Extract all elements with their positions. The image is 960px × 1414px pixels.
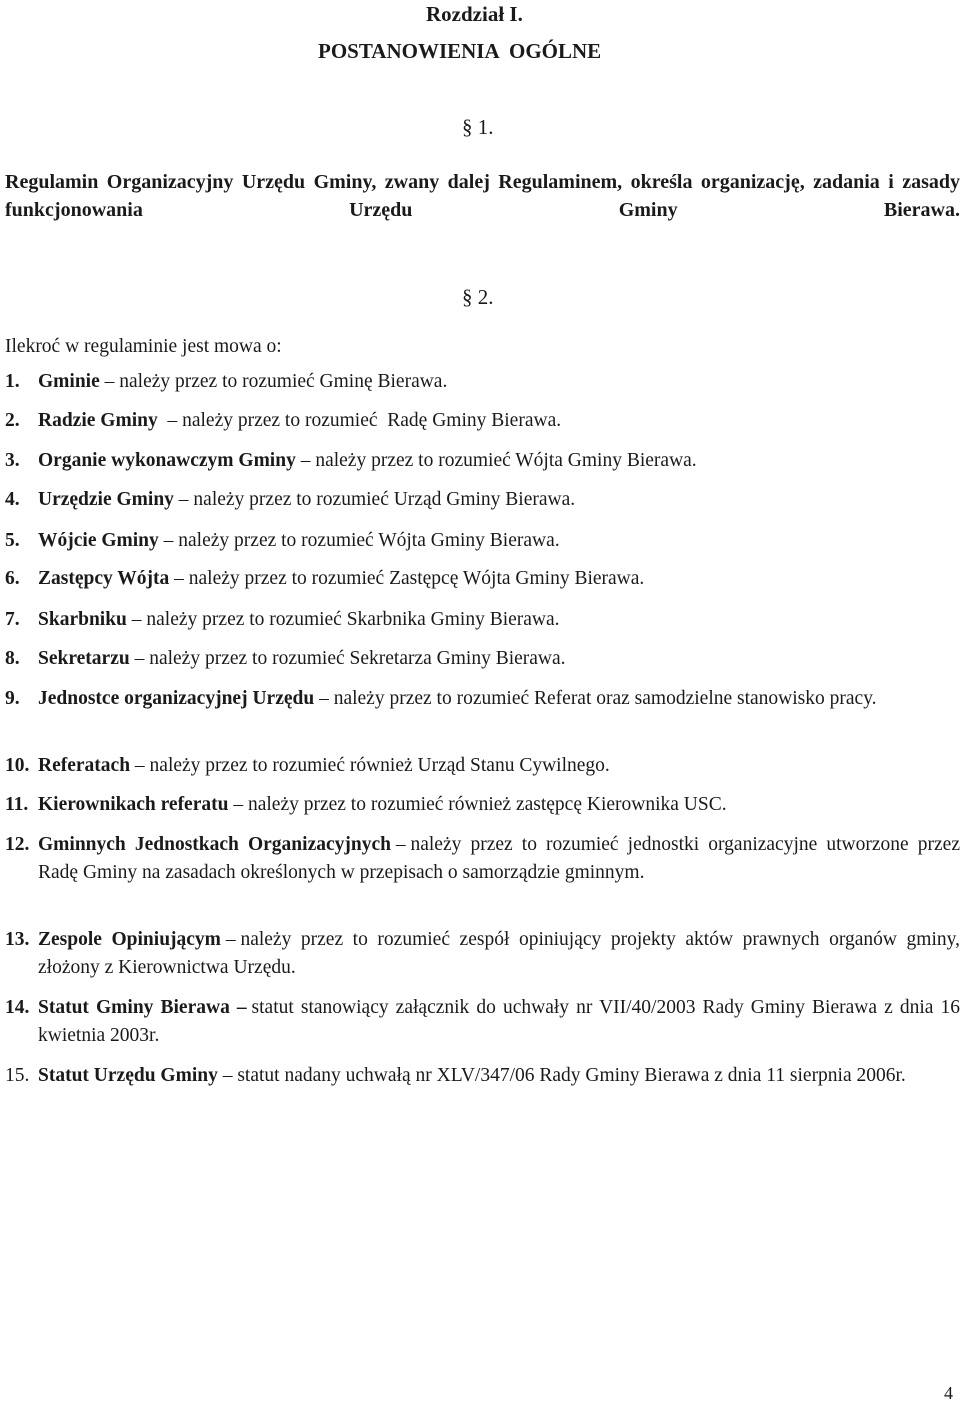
- item-number: 1.: [5, 371, 20, 392]
- section-2-mark: § 2.: [462, 285, 494, 309]
- item-dash: –: [217, 1065, 238, 1086]
- item-number: 5.: [5, 530, 20, 551]
- item-number: 11.: [5, 794, 29, 815]
- item-dash: –: [295, 450, 316, 471]
- definition-item-8: [5, 645, 960, 673]
- item-term: Wójcie Gminy: [38, 530, 159, 551]
- section-1-mark: § 1.: [462, 115, 494, 139]
- definition-item-14: [5, 994, 960, 1050]
- item-dash: –: [220, 929, 241, 950]
- item-definition: statut nadany uchwałą nr XLV/347/06 Rady Gminy Bierawa z dnia 11 sierpnia 2006r.: [237, 1065, 906, 1086]
- item-dash: –: [126, 609, 147, 630]
- definition-item-15: [5, 1062, 960, 1090]
- item-definition: należy przez to rozumieć Radę Gminy Bierawa.: [182, 410, 562, 431]
- item-number: 9.: [5, 688, 20, 709]
- definition-item-2: [5, 407, 960, 435]
- item-definition: należy przez to rozumieć również zastępcę Kierownika USC.: [247, 794, 727, 815]
- definition-item-5: [5, 527, 960, 555]
- item-definition: należy przez to rozumieć Zastępcę Wójta Gminy Bierawa.: [188, 568, 645, 589]
- item-term: Jednostce organizacyjnej Urzędu: [38, 688, 315, 709]
- item-number: 6.: [5, 568, 20, 589]
- item-term: Skarbniku: [38, 609, 127, 630]
- item-term: Zastępcy Wójta: [38, 568, 170, 589]
- item-dash: –: [130, 755, 150, 776]
- item-dash: –: [158, 530, 179, 551]
- item-number: 15.: [5, 1065, 30, 1086]
- item-dash: –: [169, 568, 189, 589]
- item-definition: należy przez to rozumieć Referat oraz samodzielne stanowisko pracy.: [333, 688, 877, 709]
- item-definition: należy przez to rozumieć Urząd Gminy Bierawa.: [193, 489, 576, 510]
- item-dash: –: [228, 794, 248, 815]
- item-term: Gminie: [38, 371, 100, 392]
- item-definition: należy przez to rozumieć Wójta Gminy Bierawa.: [178, 530, 560, 551]
- item-number: 3.: [5, 450, 20, 471]
- item-term: Statut Urzędu Gminy: [38, 1065, 218, 1086]
- chapter-title: Rozdział I.: [426, 2, 523, 26]
- item-definition: należy przez to rozumieć jednostki organizacyjne utworzone przez Radę Gminy na zasadach określonych w przepisach o samorządzie gminnym.: [38, 834, 960, 883]
- definition-item-1: [5, 368, 960, 396]
- item-definition: należy przez to rozumieć Skarbnika Gminy Bierawa.: [146, 609, 560, 630]
- item-term: Sekretarzu: [38, 648, 130, 669]
- item-number: 2.: [5, 410, 20, 431]
- item-dash: –: [390, 834, 411, 855]
- item-number: 10.: [5, 755, 30, 776]
- item-definition: należy przez to rozumieć również Urząd Stanu Cywilnego.: [149, 755, 610, 776]
- item-term: Zespole Opiniującym: [38, 929, 221, 950]
- item-dash: –: [173, 489, 194, 510]
- definition-item-13: [5, 926, 960, 982]
- item-term: Radzie Gminy: [38, 410, 158, 431]
- item-number: 7.: [5, 609, 20, 630]
- section-2-intro: Ilekroć w regulaminie jest mowa o:: [5, 336, 282, 357]
- definition-item-4: [5, 486, 960, 514]
- chapter-subtitle: POSTANOWIENIA OGÓLNE: [318, 39, 602, 63]
- item-term: Referatach: [38, 755, 131, 776]
- item-definition: należy przez to rozumieć zespół opiniujący projekty aktów prawnych organów gminy, złożony z Kierownictwa Urzędu.: [38, 929, 960, 978]
- item-definition: należy przez to rozumieć Wójta Gminy Bierawa.: [315, 450, 697, 471]
- section-1-text: Regulamin Organizacyjny Urzędu Gminy, zwany dalej Regulaminem, określa organizację, zadania i zasady funkcjonowania Urzędu Gminy Bierawa.: [5, 171, 960, 221]
- item-term: Kierownikach referatu: [38, 794, 229, 815]
- item-dash: –: [157, 410, 183, 431]
- page-number: 4: [944, 1383, 953, 1403]
- item-number: 4.: [5, 489, 20, 510]
- item-dash: –: [99, 371, 120, 392]
- item-definition: należy przez to rozumieć Gminę Bierawa.: [119, 371, 448, 392]
- item-definition: należy przez to rozumieć Sekretarza Gminy Bierawa.: [149, 648, 566, 669]
- item-term: Statut Gminy Bierawa –: [38, 997, 247, 1018]
- item-term: Urzędzie Gminy: [38, 489, 174, 510]
- definition-item-3: [5, 447, 960, 475]
- item-number: 14.: [5, 997, 30, 1018]
- item-number: 13.: [5, 929, 30, 950]
- definition-item-6: [5, 565, 960, 593]
- definition-item-11: [5, 791, 960, 819]
- item-number: 12.: [5, 834, 30, 855]
- item-dash: –: [129, 648, 150, 669]
- definition-item-12: [5, 831, 960, 887]
- item-dash: –: [314, 688, 334, 709]
- definition-item-7: [5, 606, 960, 634]
- item-term: Organie wykonawczym Gminy: [38, 450, 296, 471]
- item-term: Gminnych Jednostkach Organizacyjnych: [38, 834, 391, 855]
- item-definition: statut stanowiący załącznik do uchwały nr VII/40/2003 Rady Gminy Bierawa z dnia 16 kwietnia 2003r.: [38, 997, 960, 1046]
- definition-item-9: [5, 685, 960, 713]
- definition-item-10: [5, 752, 960, 780]
- item-number: 8.: [5, 648, 20, 669]
